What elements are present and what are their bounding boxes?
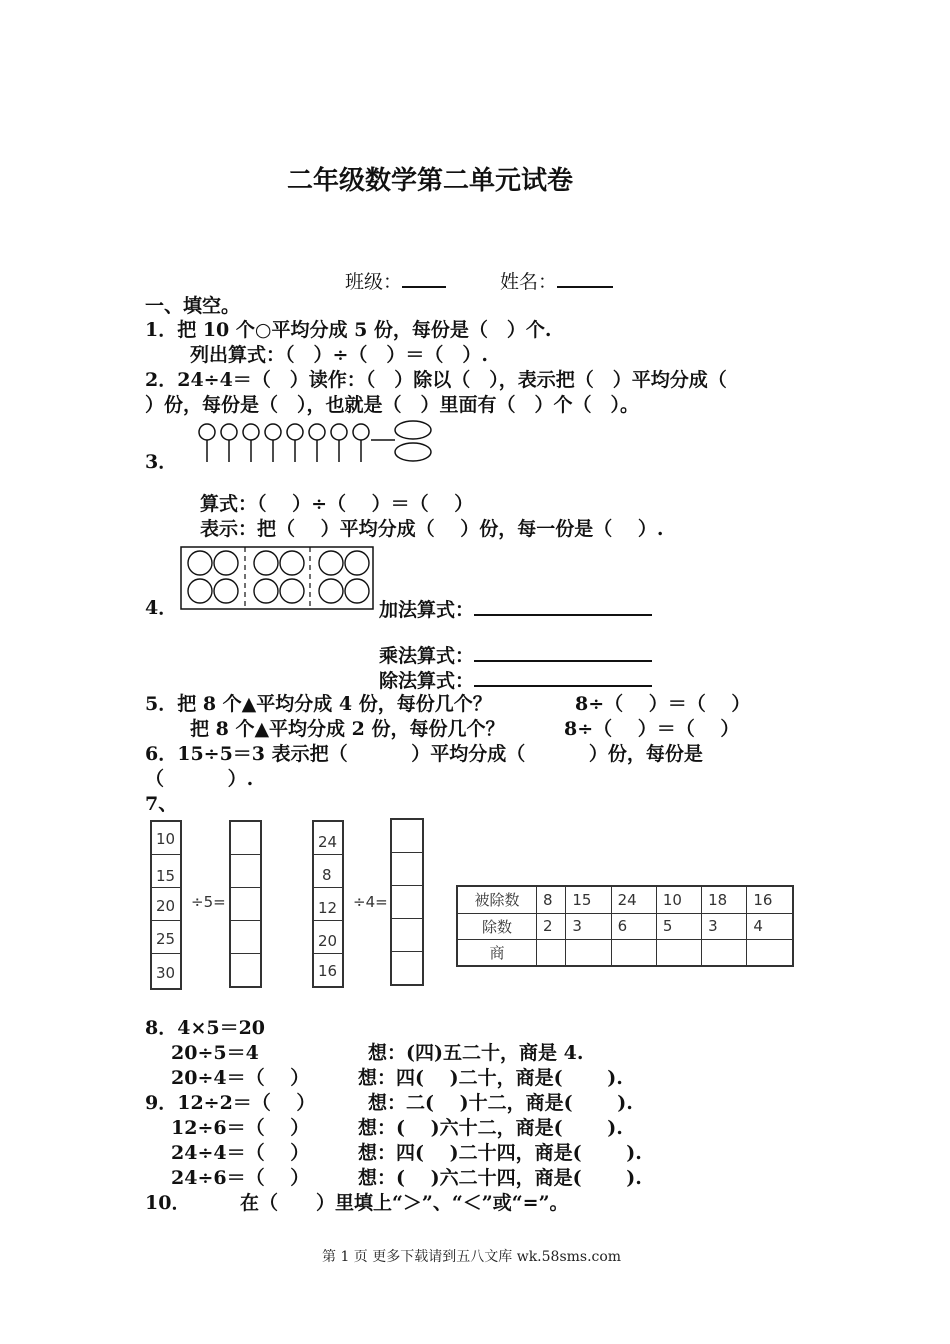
table-cell: 3 — [566, 913, 611, 939]
q10-number: 10． — [145, 1192, 191, 1214]
class-blank[interactable] — [402, 268, 446, 288]
quotient-row — [457, 940, 793, 966]
table-cell: 15 — [566, 886, 611, 913]
q1-line1: 1．把 10 个○平均分成 5 份，每份是（ ）个. — [145, 319, 552, 341]
answer-box[interactable] — [392, 952, 422, 984]
q8-line2b: 想：(四)五二十，商是 4. — [368, 1042, 584, 1064]
q4-mul-label: 乘法算式： — [379, 645, 475, 667]
name-blank[interactable] — [557, 268, 613, 288]
q2-line2: ）份，每份是（ ），也就是（ ）里面有（ ）个（ ）。 — [145, 394, 640, 416]
q6-line1: 6．15÷5＝3 表示把（ ）平均分成（ ）份，每份是 — [145, 743, 703, 765]
name-label — [500, 268, 613, 294]
q9-line3b: 想：四( )二十四，商是( ). — [358, 1142, 642, 1164]
q7-col2-cell: 12 — [314, 888, 342, 921]
q3-meaning: 表示：把（ ）平均分成（ ）份，每一份是（ ）. — [200, 518, 664, 540]
row-label: 除数 — [457, 913, 537, 939]
q7-col1-cell: 25 — [152, 921, 180, 954]
q9-line1b: 想：二( )十二，商是( ). — [368, 1092, 633, 1114]
q4-div-blank[interactable] — [474, 667, 652, 687]
division-table — [456, 885, 794, 967]
q7-column1 — [150, 820, 182, 990]
quotient-blank[interactable] — [747, 940, 793, 966]
q7-number: 7、 — [145, 793, 178, 815]
q4-div — [379, 667, 652, 693]
q4-add-label: 加法算式： — [379, 599, 475, 621]
q3-number: 3． — [145, 451, 178, 473]
q7-col1-cell: 20 — [152, 888, 180, 921]
table-cell: 24 — [611, 886, 656, 913]
q7-col1-cell: 15 — [152, 855, 180, 888]
section-heading: 一、填空。 — [145, 295, 241, 317]
divisor-row — [457, 913, 793, 939]
q7-col1-cell: 10 — [152, 822, 180, 855]
q7-op1: ÷5= — [191, 893, 226, 911]
quotient-blank[interactable] — [702, 940, 747, 966]
q8-line1: 8．4×5＝20 — [145, 1017, 266, 1039]
lollipop-figure — [195, 418, 445, 468]
q10-text: 在（ ）里填上“＞”、“＜”或“=”。 — [240, 1192, 569, 1214]
table-cell: 8 — [537, 886, 566, 913]
class-label-text: 班级： — [345, 271, 403, 293]
table-cell: 5 — [656, 913, 701, 939]
row-label: 商 — [457, 940, 537, 966]
table-cell: 4 — [747, 913, 793, 939]
answer-box[interactable] — [392, 886, 422, 919]
q5-line2a: 把 8 个▲平均分成 2 份，每份几个？ — [190, 718, 505, 740]
q9-line4b: 想：( )六二十四，商是( ). — [358, 1167, 642, 1189]
q9-line1a: 9．12÷2＝（ ） — [145, 1092, 316, 1114]
q3-formula: 算式：（ ）÷（ ）＝（ ） — [200, 493, 474, 515]
q7-col2-cell: 24 — [314, 822, 342, 855]
quotient-blank[interactable] — [611, 940, 656, 966]
q4-add-blank[interactable] — [474, 596, 652, 616]
circles-box-figure — [180, 544, 376, 612]
answer-box[interactable] — [392, 853, 422, 886]
q7-col2-cell: 8 — [314, 855, 342, 888]
q9-line2a: 12÷6＝（ ） — [171, 1117, 310, 1139]
table-cell: 3 — [702, 913, 747, 939]
q9-line2b: 想：( )六十二，商是( ). — [358, 1117, 623, 1139]
answer-box[interactable] — [392, 919, 422, 952]
quotient-blank[interactable] — [656, 940, 701, 966]
answer-box[interactable] — [231, 921, 260, 954]
q5-line1a: 5．把 8 个▲平均分成 4 份，每份几个？ — [145, 693, 492, 715]
q7-op2: ÷4= — [353, 893, 388, 911]
q1-line2: 列出算式：（ ）÷（ ）＝（ ）. — [190, 344, 489, 366]
quotient-blank[interactable] — [566, 940, 611, 966]
q7-column2 — [312, 820, 344, 988]
q5-line2b: 8÷（ ）＝（ ） — [564, 718, 740, 740]
q7-answer-column1[interactable] — [229, 820, 262, 988]
q7-col2-cell: 16 — [318, 962, 338, 980]
q5-line1b: 8÷（ ）＝（ ） — [575, 693, 751, 715]
table-cell: 10 — [656, 886, 701, 913]
q6-line2: （ ）. — [145, 768, 254, 790]
table-cell: 16 — [747, 886, 793, 913]
row-label: 被除数 — [457, 886, 537, 913]
table-cell: 6 — [611, 913, 656, 939]
q8-line3a: 20÷4＝（ ） — [171, 1067, 310, 1089]
q2-line1: 2．24÷4＝（ ）读作：（ ）除以（ ），表示把（ ）平均分成（ — [145, 369, 727, 391]
page-footer: 第 1 页 更多下载请到五八文库 wk.58sms.com — [322, 1249, 622, 1265]
class-label — [345, 268, 446, 294]
q4-mul — [379, 642, 652, 668]
answer-box[interactable] — [231, 855, 260, 888]
dividend-row — [457, 886, 793, 913]
answer-box[interactable] — [392, 820, 422, 853]
answer-box[interactable] — [231, 822, 260, 855]
q8-line2a: 20÷5＝4 — [171, 1042, 259, 1064]
q7-answer-column2[interactable] — [390, 818, 424, 986]
q4-mul-blank[interactable] — [474, 642, 652, 662]
q9-line4a: 24÷6＝（ ） — [171, 1167, 310, 1189]
q4-div-label: 除法算式： — [379, 670, 475, 692]
q4-add — [379, 596, 652, 622]
quotient-blank[interactable] — [537, 940, 566, 966]
q9-line3a: 24÷4＝（ ） — [171, 1142, 310, 1164]
table-cell: 18 — [702, 886, 747, 913]
q4-number: 4． — [145, 597, 178, 619]
table-cell: 2 — [537, 913, 566, 939]
q8-line3b: 想：四( )二十，商是( ). — [358, 1067, 623, 1089]
q7-col1-cell: 30 — [156, 964, 176, 982]
page-title: 二年级数学第二单元试卷 — [287, 166, 574, 196]
answer-box[interactable] — [231, 888, 260, 921]
q7-col2-cell: 20 — [314, 921, 342, 954]
name-label-text: 姓名： — [500, 271, 558, 293]
answer-box[interactable] — [231, 954, 260, 986]
